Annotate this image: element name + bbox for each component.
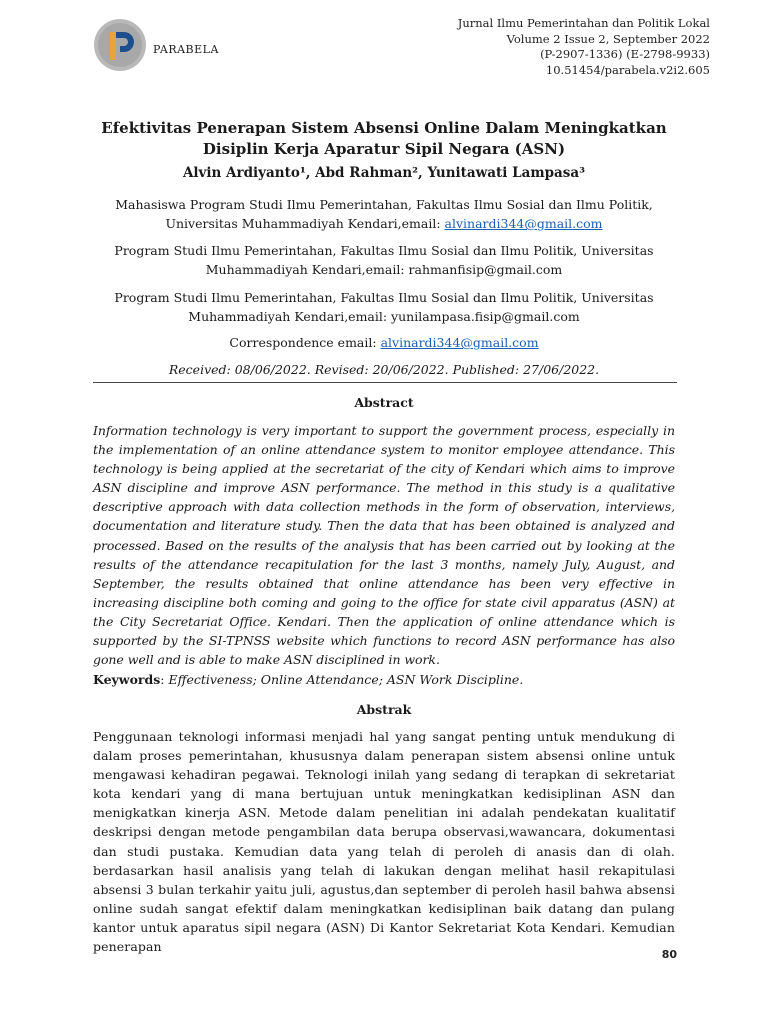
header-divider (93, 382, 677, 383)
correspondence-line (80, 335, 688, 350)
author-1-email-link[interactable]: alvinardi344@gmail.com (444, 216, 603, 231)
affiliation-1-line-1: Mahasiswa Program Studi Ilmu Pemerintahan, Fakultas Ilmu Sosial dan Ilmu Politik, (115, 197, 653, 212)
abstrak-text: Penggunaan teknologi informasi menjadi hal yang sangat penting untuk mendukung di dalam proses pemerintahan, khususnya dalam penerapan sistem absensi online untuk mengawasi kehadiran pegawai. Teknologi inilah yang sedang di terapkan di sekretariat kota kendari yang di mana bertujuan untuk meningkatkan kedisiplinan ASN dan menigkatkan kinerja ASN. Metode dalam penelitian ini adalah pendekatan kualitatif deskripsi dengan metode pengambilan data berupa observasi,wawancara, dokumentasi dan studi pustaka. Kemudian data yang telah di peroleh di anasis dan di olah. berdasarkan hasil analisis yang telah di lakukan dengan melihat hasil rekapitulasi absensi 3 bulan terkahir yaitu juli, agustus,dan september di peroleh hasil bahwa absensi online sudah sangat efektif dalam meningkatkan kedisiplinan baik datang dan pulang kantor untuk aparatus sipil negara (ASN) Di Kantor Sekretariat Kota Kendari. Kemudian penerapan (93, 729, 675, 955)
keywords-line (93, 672, 675, 687)
affiliation-2 (80, 241, 688, 279)
journal-volume: Volume 2 Issue 2, September 2022 (506, 31, 710, 46)
journal-doi[interactable]: 10.51454/parabela.v2i2.605 (545, 62, 710, 77)
journal-issn: (P-2907-1336) (E-2798-9933) (540, 47, 710, 61)
abstrak-heading: Abstrak (356, 702, 412, 717)
page-number: 80 (661, 948, 677, 961)
affiliation-1 (80, 195, 688, 233)
journal-info (458, 16, 710, 78)
affiliation-3-line-1: Program Studi Ilmu Pemerintahan, Fakultas Ilmu Sosial dan Ilmu Politik, Universitas (114, 290, 654, 305)
abstract-text: Information technology is very important to support the government process, especially in the implementation of an online attendance system to monitor employee attendance. This technology is being applied at the secretariat of the city of Kendari which aims to improve ASN discipline and improve ASN performance. The method in this study is a qualitative descriptive approach with data collection methods in the form of observation, interviews, documentation and literature study. Then the data that has been obtained is analyzed and processed. Based on the results of the analysis that has been carried out by looking at the results of the attendance recapitulation for the last 3 months, namely July, August, and September, the results obtained that online attendance has been very effective in increasing discipline both coming and going to the office for state civil apparatus (ASN) at the City Secretariat Office. Kendari. Then the application of online attendance which is supported by the SI-TPNSS website which functions to record ASN performance has also gone well and is able to make ASN disciplined in work. (93, 423, 675, 668)
keywords-separator: : (160, 672, 169, 687)
affiliation-1-prefix: Universitas Muhammadiyah Kendari,email: (165, 216, 445, 231)
article-title: Efektivitas Penerapan Sistem Absensi Online Dalam Meningkatkan Disiplin Kerja Aparatur Sipil Negara (ASN) (101, 119, 667, 158)
abstract-heading: Abstract (354, 395, 414, 410)
affiliation-3 (80, 288, 688, 326)
keywords-label: Keywords (93, 672, 161, 687)
correspondence-email-link[interactable]: alvinardi344@gmail.com (380, 335, 539, 350)
affiliation-2-line-2: Muhammadiyah Kendari,email: rahmanfisip@gmail.com (205, 262, 563, 277)
article-authors: Alvin Ardiyanto¹, Abd Rahman², Yunitawati Lampasa³ (182, 165, 586, 181)
affiliation-3-line-2: Muhammadiyah Kendari,email: yunilampasa.fisip@gmail.com (188, 309, 580, 324)
journal-name: Jurnal Ilmu Pemerintahan dan Politik Lokal (457, 16, 710, 30)
logo-text: PARABELA (153, 43, 219, 56)
correspondence-label: Correspondence email: (229, 335, 381, 350)
article-dates: Received: 08/06/2022. Revised: 20/06/2022. Published: 27/06/2022. (168, 362, 600, 377)
affiliation-1-line-2 (80, 214, 688, 233)
keywords-value: Effectiveness; Online Attendance; ASN Work Discipline. (168, 672, 524, 687)
affiliation-2-line-1: Program Studi Ilmu Pemerintahan, Fakultas Ilmu Sosial dan Ilmu Politik, Universitas (114, 243, 654, 258)
journal-logo (93, 18, 147, 72)
